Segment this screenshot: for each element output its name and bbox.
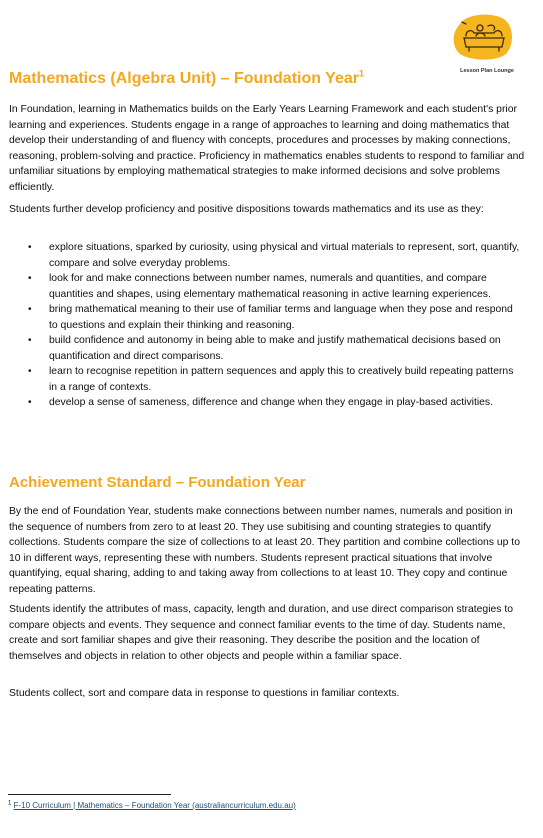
footnote-number: 1 — [8, 800, 12, 807]
achievement-paragraph-1: By the end of Foundation Year, students make connections between number names, numerals and position in the sequence of numbers from zero to at least 20. They use subitising and counting strategies to quantify collections. Students compare the size of collections to at least 20. They partition and combine collections up to 10 in different ways, representing these with numbers. Students represent practical situations that involve quantifying, equal sharing, adding to and taking away from collections to at least 10. They copy and continue repeating patterns. — [9, 506, 520, 595]
section-title-achievement: Achievement Standard – Foundation Year — [9, 474, 306, 491]
proficiency-list — [9, 240, 521, 411]
footnote-link[interactable]: F-10 Curriculum | Mathematics – Foundation Year (australiancurriculum.edu.au) — [13, 801, 296, 810]
page-title-text: Mathematics (Algebra Unit) – Foundation Year — [9, 70, 359, 87]
logo-couch-icon — [452, 14, 514, 60]
list-item: • look for and make connections between number names, numerals and quantities, and compare quantities and shapes, using elementary mathematical reasoning in active learning experiences. — [9, 271, 521, 302]
lesson-plan-lounge-logo — [448, 12, 518, 74]
list-item: • develop a sense of sameness, difference and change when they engage in play-based activities. — [9, 395, 521, 411]
intro-paragraph-1: In Foundation, learning in Mathematics builds on the Early Years Learning Framework and each student's prior learning and experiences. Students engage in a range of approaches to learning and doing mathematics that develop their understanding of and fluency with concepts, procedures and processes by making connections, reasoning, problem-solving and practice. Proficiency in mathematics enables students to respond to familiar and unfamiliar situations by employing mathematical strategies to make informed decisions and solve problems efficiently. — [9, 104, 525, 193]
logo-text: Lesson Plan Lounge — [460, 68, 514, 74]
achievement-paragraph-3: Students collect, sort and compare data in response to questions in familiar contexts. — [9, 688, 400, 699]
list-item: • explore situations, sparked by curiosity, using physical and virtual materials to represent, sort, quantify, compare and solve everyday problems. — [9, 240, 521, 271]
title-footnote-ref[interactable]: 1 — [358, 68, 364, 79]
achievement-paragraph-2: Students identify the attributes of mass, capacity, length and duration, and use direct comparison strategies to compare objects and events. They sequence and connect familiar events to the time of day. Students name, create and sort familiar shapes and give their reasoning. They describe the position and the location of themselves and objects in relation to other objects and people within a familiar space. — [9, 604, 514, 662]
list-item: • build confidence and autonomy in being able to make and justify mathematical decisions based on quantification and direct comparisons. — [9, 333, 521, 364]
list-item: • bring mathematical meaning to their use of familiar terms and language when they pose and respond to questions and explain their thinking and reasoning. — [9, 302, 521, 333]
footnote — [8, 801, 296, 810]
footnote-divider — [8, 794, 171, 795]
page-title — [9, 70, 364, 88]
intro-paragraph-2: Students further develop proficiency and positive dispositions towards mathematics and its use as they: — [9, 204, 484, 215]
list-item: • learn to recognise repetition in pattern sequences and apply this to creatively build repeating patterns in a range of contexts. — [9, 364, 521, 395]
